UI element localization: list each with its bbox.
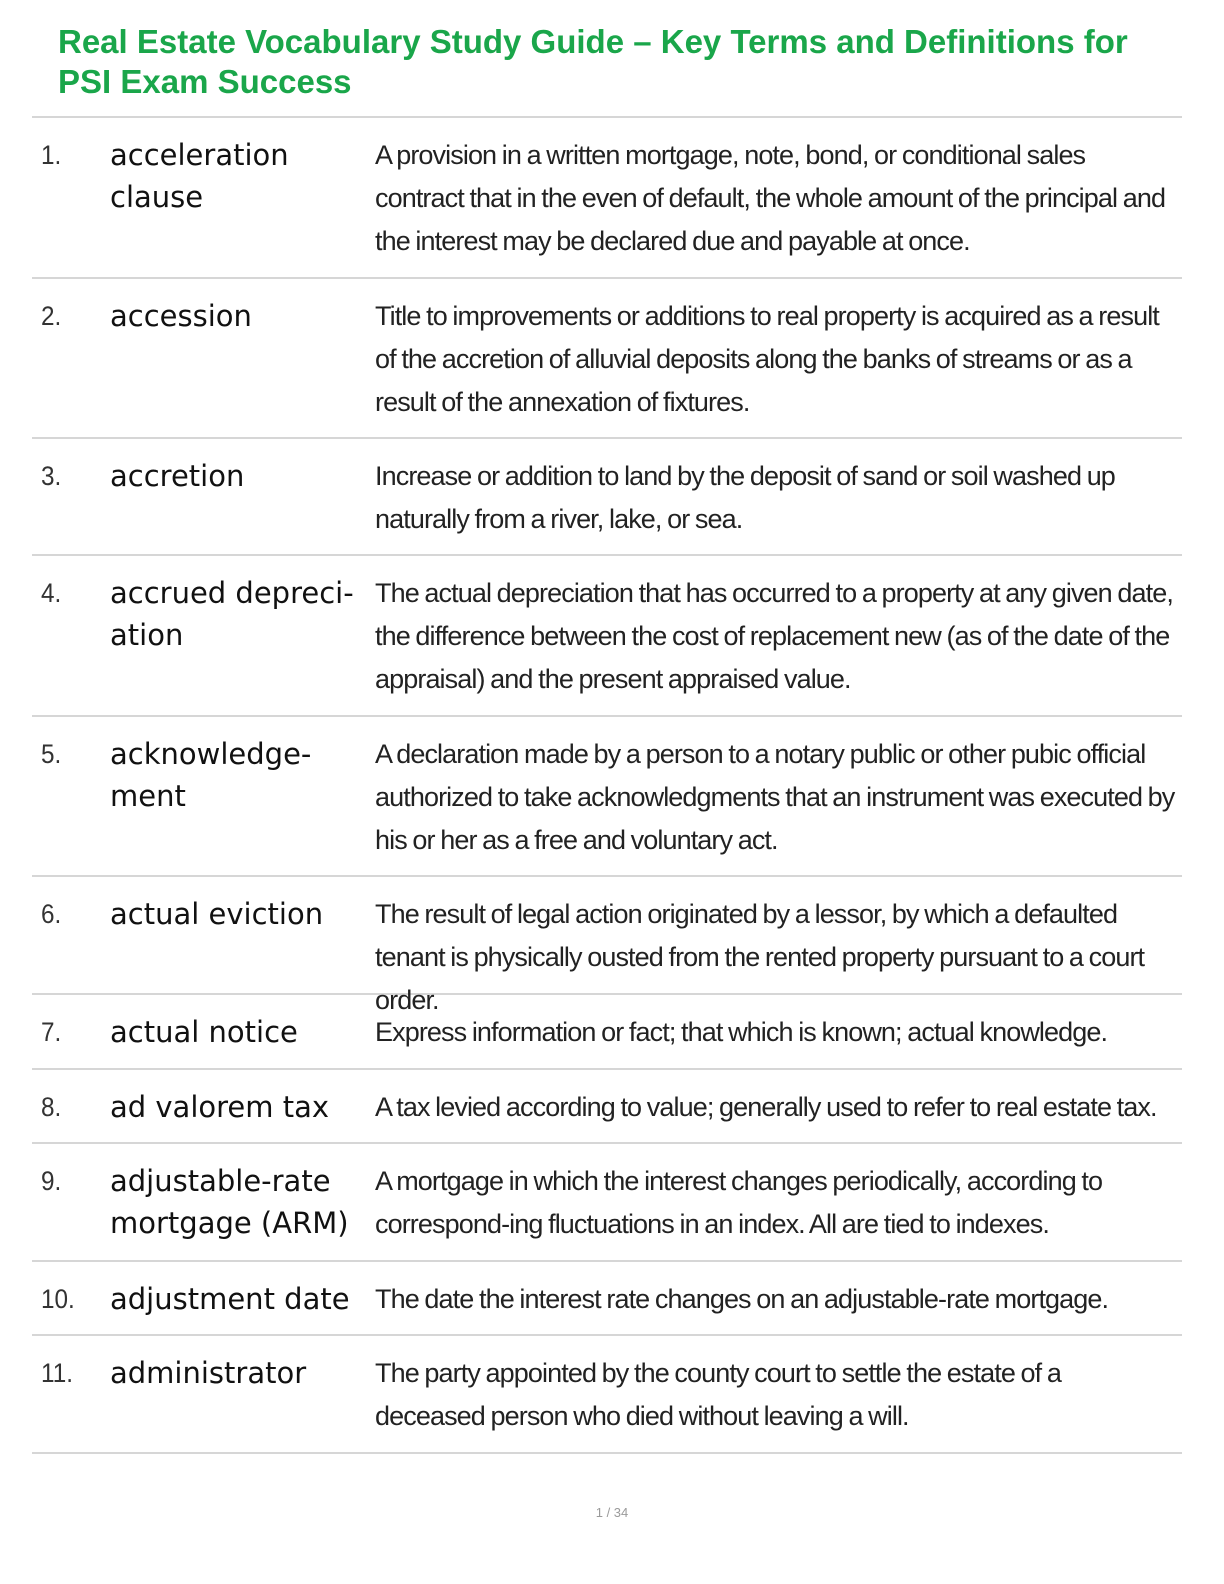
term-number: 9.	[41, 1166, 62, 1196]
term-number: 8.	[41, 1092, 62, 1122]
term-definition: A tax levied according to value; generally used to refer to real estate tax.	[375, 1092, 1157, 1122]
term-row	[32, 1336, 1182, 1454]
term-row	[32, 1262, 1182, 1336]
term-definition: Express information or fact; that which is known; actual knowledge.	[375, 1017, 1108, 1047]
page-number: 1 / 34	[595, 1505, 629, 1520]
page-title: Real Estate Vocabulary Study Guide – Key Terms and Definitions for PSI Exam Success	[58, 23, 1128, 100]
term-row	[32, 118, 1182, 279]
term-number: 4.	[41, 578, 62, 608]
term-name: accession	[110, 299, 252, 333]
term-row	[32, 877, 1182, 1015]
term-number: 10.	[41, 1284, 75, 1314]
term-definition: A declaration made by a person to a notary public or other pubic official authorized to take acknowledgments that an instrument was executed by his or her as a free and voluntary act.	[375, 739, 1175, 855]
term-definition: A provision in a written mortgage, note, bond, or conditional sales contract that in the even of default, the whole amount of the principal and the interest may be declared due and payable at once.	[375, 140, 1166, 256]
term-name: ad valorem tax	[110, 1090, 330, 1124]
term-name: actual eviction	[110, 897, 324, 931]
term-number: 1.	[41, 140, 62, 170]
term-row	[32, 279, 1182, 439]
term-definition: The party appointed by the county court to settle the estate of a deceased person who died without leaving a will.	[375, 1358, 1061, 1431]
term-name: actual notice	[110, 1015, 298, 1049]
term-row	[32, 1070, 1182, 1144]
term-number: 11.	[41, 1358, 73, 1388]
term-name: administrator	[110, 1356, 307, 1390]
term-definition: Title to improvements or additions to real property is acquired as a result of the accretion of alluvial deposits along the banks of streams or as a result of the annexation of fixtures.	[375, 301, 1159, 417]
term-definition: A mortgage in which the interest changes periodically, according to correspond-ing fluctuations in an index. All are tied to indexes.	[375, 1166, 1103, 1239]
term-number: 5.	[41, 739, 62, 769]
term-row	[32, 556, 1182, 717]
term-number: 2.	[41, 301, 62, 331]
term-name: accrued depreci- ation	[110, 576, 354, 652]
term-row	[32, 1144, 1182, 1262]
term-number: 7.	[41, 1017, 62, 1047]
term-definition: The actual depreciation that has occurred to a property at any given date, the difference between the cost of replacement new (as of the date of the appraisal) and the present appraised value.	[375, 578, 1173, 694]
term-number: 6.	[41, 899, 62, 929]
term-definition: The result of legal action originated by a lessor, by which a defaulted tenant is physically ousted from the rented property pursuant to a court order.	[375, 899, 1145, 1015]
term-name: adjustable-rate mortgage (ARM)	[110, 1164, 349, 1240]
term-name: acknowledge- ment	[110, 737, 312, 813]
term-row	[32, 717, 1182, 877]
term-number: 3.	[41, 461, 62, 491]
term-name: adjustment date	[110, 1282, 350, 1316]
term-name: accretion	[110, 459, 245, 493]
term-name: acceleration clause	[110, 138, 289, 214]
term-definition: Increase or addition to land by the deposit of sand or soil washed up naturally from a river, lake, or sea.	[375, 461, 1115, 534]
term-definition: The date the interest rate changes on an adjustable-rate mortgage.	[375, 1284, 1109, 1314]
term-row	[32, 439, 1182, 556]
terms-list	[32, 116, 1182, 1454]
